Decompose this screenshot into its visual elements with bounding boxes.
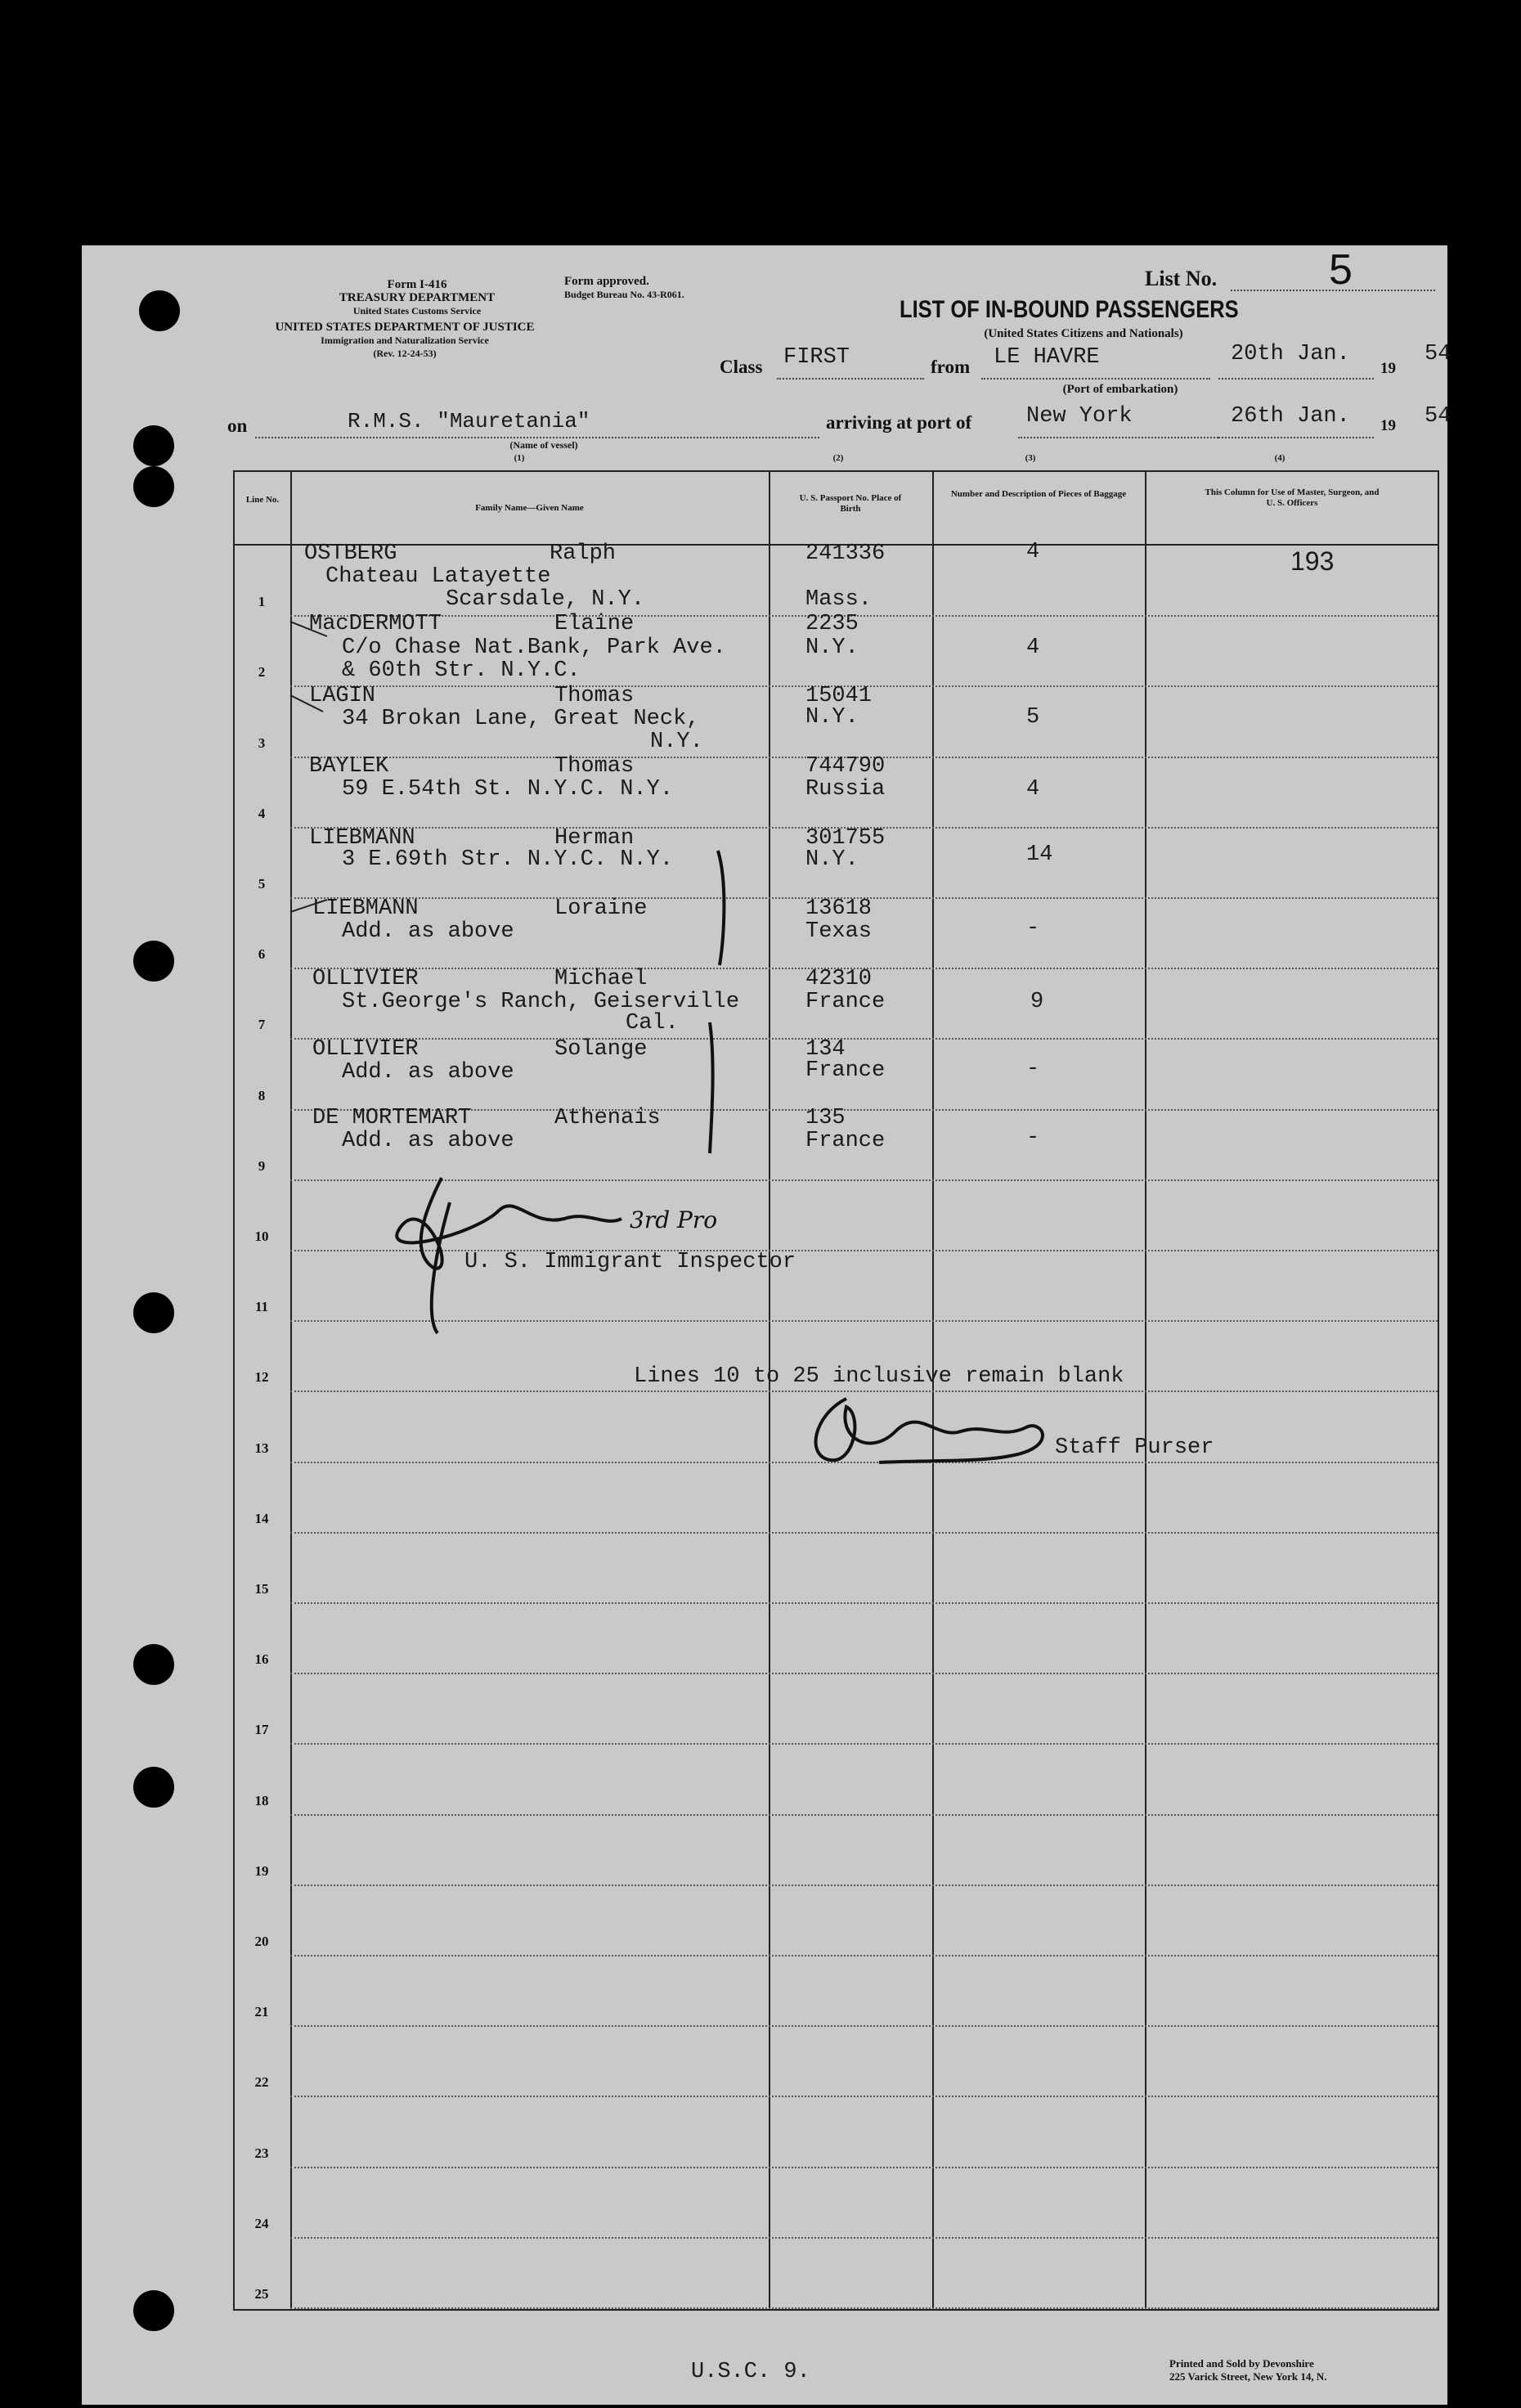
printer-credit — [1169, 2357, 1326, 2383]
passport-number: 42310 — [805, 967, 873, 991]
passenger-given-name: Herman — [554, 826, 635, 851]
baggage-count: 9 — [1030, 990, 1044, 1014]
justice-department: UNITED STATES DEPARTMENT OF JUSTICE — [275, 321, 535, 334]
vessel-name: R.M.S. "Mauretania" — [348, 409, 590, 434]
col-header-line-no: Line No. — [245, 495, 280, 505]
passenger-given-name: Athenais — [554, 1106, 661, 1130]
customs-service: United States Customs Service — [352, 305, 482, 317]
passenger-given-name: Thomas — [554, 684, 635, 708]
line-number: 15 — [254, 1581, 269, 1597]
baggage-count: 14 — [1026, 842, 1053, 867]
year-prefix-2: 19 — [1380, 417, 1396, 434]
class-value: FIRST — [783, 345, 850, 370]
baggage-count: 5 — [1026, 705, 1040, 730]
treasury-department: TREASURY DEPARTMENT — [339, 291, 496, 304]
list-no-label: List No. — [1145, 267, 1218, 290]
passenger-address: 34 Brokan Lane, Great Neck, — [342, 707, 700, 731]
printer-line-2: 225 Varick Street, New York 14, N. — [1169, 2370, 1327, 2383]
line-number: 4 — [258, 806, 266, 821]
passenger-address-cont: Scarsdale, N.Y. — [446, 587, 645, 612]
line-number: 23 — [254, 2145, 269, 2161]
line-number: 1 — [258, 594, 266, 609]
passenger-address: 3 E.69th Str. N.Y.C. N.Y. — [342, 847, 674, 872]
page-subtitle: (United States Citizens and Nationals) — [984, 327, 1183, 340]
purser-title: Staff Purser — [1055, 1435, 1214, 1460]
line-number: 9 — [258, 1158, 266, 1174]
col-header-name: Family Name—Given Name — [475, 503, 584, 513]
vessel-name-label: (Name of vessel) — [509, 439, 578, 451]
officer-entry-number: 193 — [1290, 546, 1335, 576]
line-number: 10 — [254, 1229, 269, 1244]
line-number: 5 — [258, 876, 266, 892]
list-no-value: 5 — [1329, 246, 1353, 294]
passenger-given-name: Loraine — [554, 896, 648, 921]
passenger-given-name: Michael — [554, 967, 648, 991]
passport-number: 134 — [805, 1037, 846, 1062]
on-label: on — [227, 416, 248, 436]
col-num-1: (1) — [514, 453, 525, 463]
passenger-address: St.George's Ranch, Geiserville — [342, 990, 740, 1014]
passenger-family-name: MacDERMOTT — [309, 612, 442, 636]
line-number: 8 — [258, 1088, 266, 1103]
passport-number: 2235 — [805, 612, 859, 636]
line-number: 7 — [258, 1017, 266, 1032]
depart-year: 54 — [1425, 342, 1451, 366]
arrival-port: New York — [1026, 404, 1133, 429]
col-num-3: (3) — [1025, 453, 1036, 463]
passport-number: 744790 — [805, 754, 886, 779]
line-number: 16 — [254, 1651, 269, 1667]
line-number: 17 — [254, 1722, 269, 1737]
place-of-birth: N.Y. — [805, 847, 859, 872]
place-of-birth: Texas — [805, 919, 873, 944]
passenger-given-name: Elaine — [554, 612, 635, 636]
passenger-address: Add. as above — [342, 919, 514, 944]
baggage-count: 4 — [1026, 540, 1040, 564]
budget-bureau: Budget Bureau No. 43-R061. — [564, 289, 684, 300]
arriving-label: arriving at port of — [826, 412, 972, 433]
passenger-address: C/o Chase Nat.Bank, Park Ave. — [342, 636, 726, 660]
baggage-count: 4 — [1026, 636, 1040, 660]
passport-number: 301755 — [805, 826, 886, 851]
line-number: 12 — [254, 1369, 269, 1385]
year-prefix-1: 19 — [1380, 360, 1396, 377]
passenger-given-name: Solange — [554, 1037, 648, 1062]
place-of-birth: Russia — [805, 777, 886, 802]
passenger-family-name: DE MORTEMART — [312, 1106, 472, 1130]
from-value: LE HAVRE — [994, 345, 1100, 370]
passenger-address: Add. as above — [342, 1060, 514, 1085]
place-of-birth: N.Y. — [805, 705, 859, 730]
line-number: 6 — [258, 946, 266, 962]
line-number: 24 — [254, 2216, 269, 2231]
col-header-baggage: Number and Description of Pieces of Baggage — [950, 489, 1127, 499]
passenger-given-name: Thomas — [554, 754, 635, 779]
baggage-count: - — [1026, 1125, 1040, 1150]
passport-number: 241336 — [805, 541, 886, 566]
printer-line-1: Printed and Sold by Devonshire — [1169, 2357, 1314, 2370]
place-of-birth: Mass. — [805, 587, 873, 612]
passenger-family-name: LIEBMANN — [309, 826, 415, 851]
line-number: 14 — [254, 1511, 269, 1526]
place-of-birth: France — [805, 990, 886, 1014]
depart-date: 20th Jan. — [1231, 342, 1350, 366]
passenger-family-name: BAYLEK — [309, 754, 389, 779]
form-approved: Form approved. — [564, 275, 649, 288]
line-number: 21 — [254, 2004, 269, 2019]
line-number: 20 — [254, 1934, 269, 1949]
col-num-4: (4) — [1274, 453, 1285, 463]
class-label: Class — [720, 357, 763, 377]
line-number: 19 — [254, 1863, 269, 1879]
passenger-family-name: OLLIVIER — [312, 1037, 419, 1062]
place-of-birth: N.Y. — [805, 636, 859, 660]
passport-number: 15041 — [805, 684, 873, 708]
passenger-address-cont: N.Y. — [650, 730, 703, 754]
arrival-year: 54 — [1425, 404, 1451, 429]
line-number: 3 — [258, 735, 266, 751]
port-embark-label: (Port of embarkation) — [1062, 383, 1178, 396]
line-number: 18 — [254, 1793, 269, 1808]
immigration-service: Immigration and Naturalization Service — [321, 335, 489, 346]
arrival-date: 26th Jan. — [1231, 404, 1350, 429]
baggage-count: - — [1026, 916, 1040, 941]
inspector-title: U. S. Immigrant Inspector — [464, 1250, 796, 1274]
footer-code: U.S.C. 9. — [691, 2360, 810, 2384]
passenger-address-cont: Cal. — [626, 1011, 679, 1036]
passenger-address-cont: & 60th Str. N.Y.C. — [342, 658, 581, 683]
blank-lines-note: Lines 10 to 25 inclusive remain blank — [634, 1364, 1124, 1389]
passenger-family-name: LIEBMANN — [312, 896, 419, 921]
passport-number: 13618 — [805, 896, 873, 921]
line-number: 13 — [254, 1440, 269, 1456]
from-label: from — [931, 357, 971, 377]
passenger-family-name: OLLIVIER — [312, 967, 419, 991]
line-number: 11 — [254, 1299, 269, 1314]
col-header-officers: This Column for Use of Master, Surgeon, and U. S. Officers — [1205, 487, 1380, 508]
revision-date: (Rev. 12-24-53) — [373, 348, 437, 359]
form-number: Form I-416 — [387, 278, 447, 291]
col-header-passport: U. S. Passport No. Place of Birth — [799, 493, 902, 514]
line-number: 25 — [254, 2286, 269, 2302]
passport-number: 135 — [805, 1106, 846, 1130]
purser-signature-scrawl — [797, 1382, 1092, 1480]
passenger-given-name: Ralph — [550, 541, 617, 566]
line-number: 22 — [254, 2074, 269, 2090]
passenger-family-name: LAGIN — [309, 684, 376, 708]
line-number: 2 — [258, 664, 266, 680]
passenger-address: Chateau Latayette — [325, 564, 551, 589]
inspector-signature: 3rd Pro — [630, 1206, 718, 1233]
baggage-count: - — [1026, 1057, 1040, 1081]
place-of-birth: France — [805, 1058, 886, 1083]
page-title: LIST OF IN-BOUND PASSENGERS — [900, 296, 1239, 323]
passenger-address: 59 E.54th St. N.Y.C. N.Y. — [342, 777, 674, 802]
passenger-family-name: OSTBERG — [304, 541, 397, 566]
col-num-2: (2) — [832, 453, 844, 463]
place-of-birth: France — [805, 1129, 886, 1153]
baggage-count: 4 — [1026, 777, 1040, 802]
passenger-address: Add. as above — [342, 1129, 514, 1153]
